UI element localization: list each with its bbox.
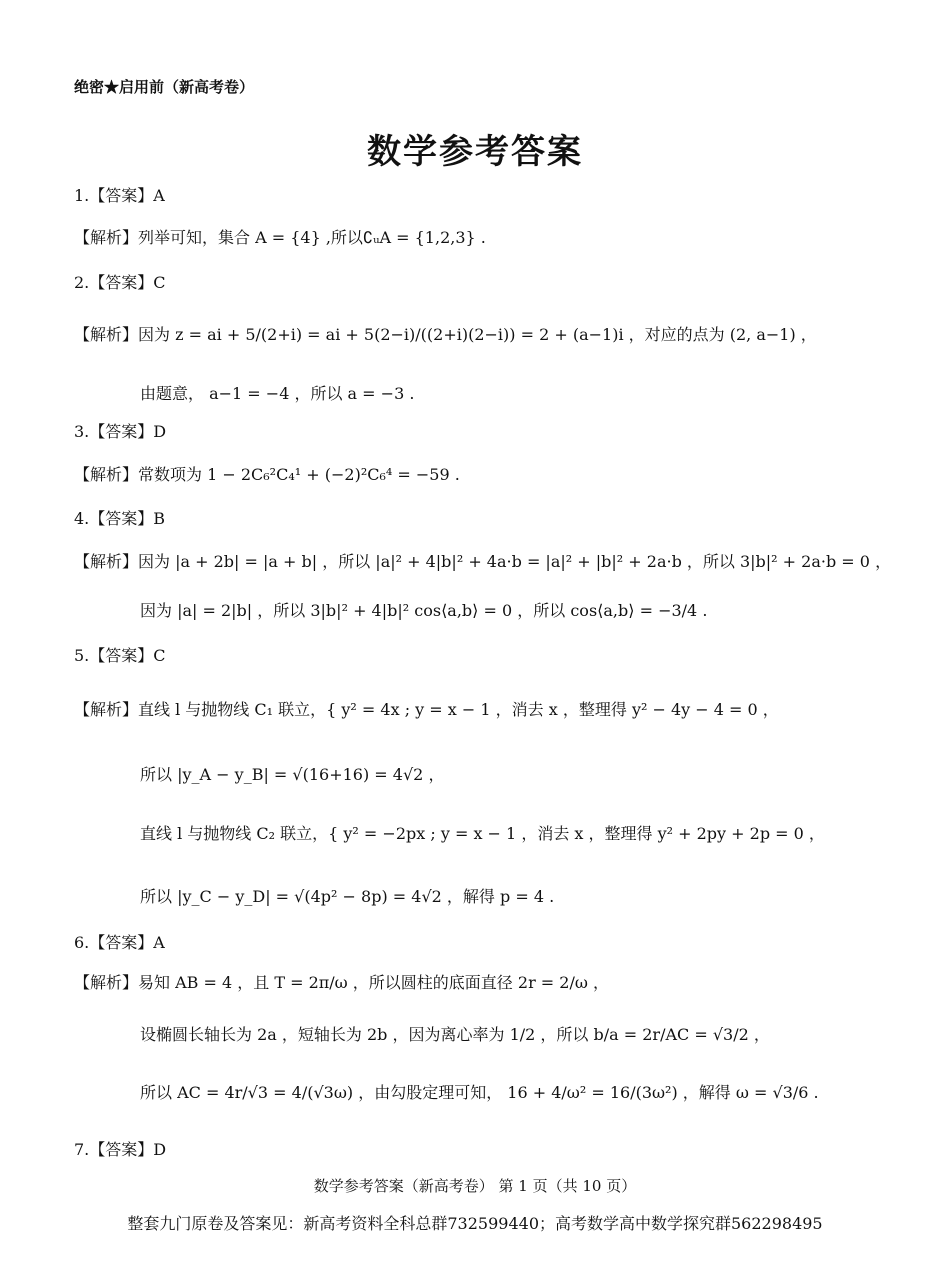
solution-line: 由题意， a−1 = −4 ，所以 a = −3 . — [140, 384, 415, 403]
answer-line: 3.【答案】D — [74, 422, 167, 441]
solution-line: 【解析】因为 |a + 2b| = |a + b| ，所以 |a|² + 4|b|² + 4a·b = |a|² + |b|² + 2a·b ，所以 3|b|² + 2a·b = 0 ， — [74, 552, 892, 571]
page-footer: 数学参考答案（新高考卷） 第 1 页（共 10 页） — [313, 1177, 637, 1195]
solution-line: 【解析】因为 z = ai + 5/(2+i) = ai + 5(2−i)/((2+i)(2−i)) = 2 + (a−1)i ，对应的点为 (2, a−1) ， — [74, 325, 817, 344]
answer-line: 7.【答案】D — [74, 1140, 167, 1159]
solution-line: 【解析】易知 AB = 4 ，且 T = 2π/ω ，所以圆柱的底面直径 2r = 2/ω ， — [74, 973, 609, 992]
solution-line: 【解析】列举可知，集合 A = {4} ,所以∁ᵤA = {1,2,3} . — [74, 228, 486, 247]
solution-line: 【解析】直线 l 与抛物线 C₁ 联立，{ y² = 4x ; y = x − 1 ，消去 x ，整理得 y² − 4y − 4 = 0 ， — [74, 700, 779, 719]
solution-line: 所以 |y_C − y_D| = √(4p² − 8p) = 4√2 ，解得 p = 4 . — [140, 887, 555, 906]
solution-line: 【解析】常数项为 1 − 2C₆²C₄¹ + (−2)²C₆⁴ = −59 . — [74, 465, 460, 484]
solution-line: 所以 |y_A − y_B| = √(16+16) = 4√2 ， — [140, 765, 445, 784]
confidential-label: 绝密★启用前（新高考卷） — [74, 78, 255, 96]
answer-line: 1.【答案】A — [74, 186, 165, 205]
answer-line: 5.【答案】C — [74, 646, 166, 665]
answer-line: 4.【答案】B — [74, 509, 166, 528]
answer-line: 6.【答案】A — [74, 933, 165, 952]
page-title: 数学参考答案 — [367, 132, 583, 172]
solution-line: 直线 l 与抛物线 C₂ 联立，{ y² = −2px ; y = x − 1 ，消去 x ，整理得 y² + 2py + 2p = 0 ， — [140, 824, 825, 843]
solution-line: 所以 AC = 4r/√3 = 4/(√3ω) ，由勾股定理可知， 16 + 4/ω² = 16/(3ω²) ，解得 ω = √3/6 . — [140, 1083, 819, 1102]
group-notice: 整套九门原卷及答案见：新高考资料全科总群732599440；高考数学高中数学探究群562298495 — [127, 1214, 823, 1233]
solution-line: 因为 |a| = 2|b| ，所以 3|b|² + 4|b|² cos⟨a,b⟩ = 0 ，所以 cos⟨a,b⟩ = −3/4 . — [140, 601, 708, 620]
answer-line: 2.【答案】C — [74, 273, 166, 292]
solution-line: 设椭圆长轴长为 2a ，短轴长为 2b ，因为离心率为 1/2 ，所以 b/a = 2r/AC = √3/2 ， — [140, 1025, 770, 1044]
